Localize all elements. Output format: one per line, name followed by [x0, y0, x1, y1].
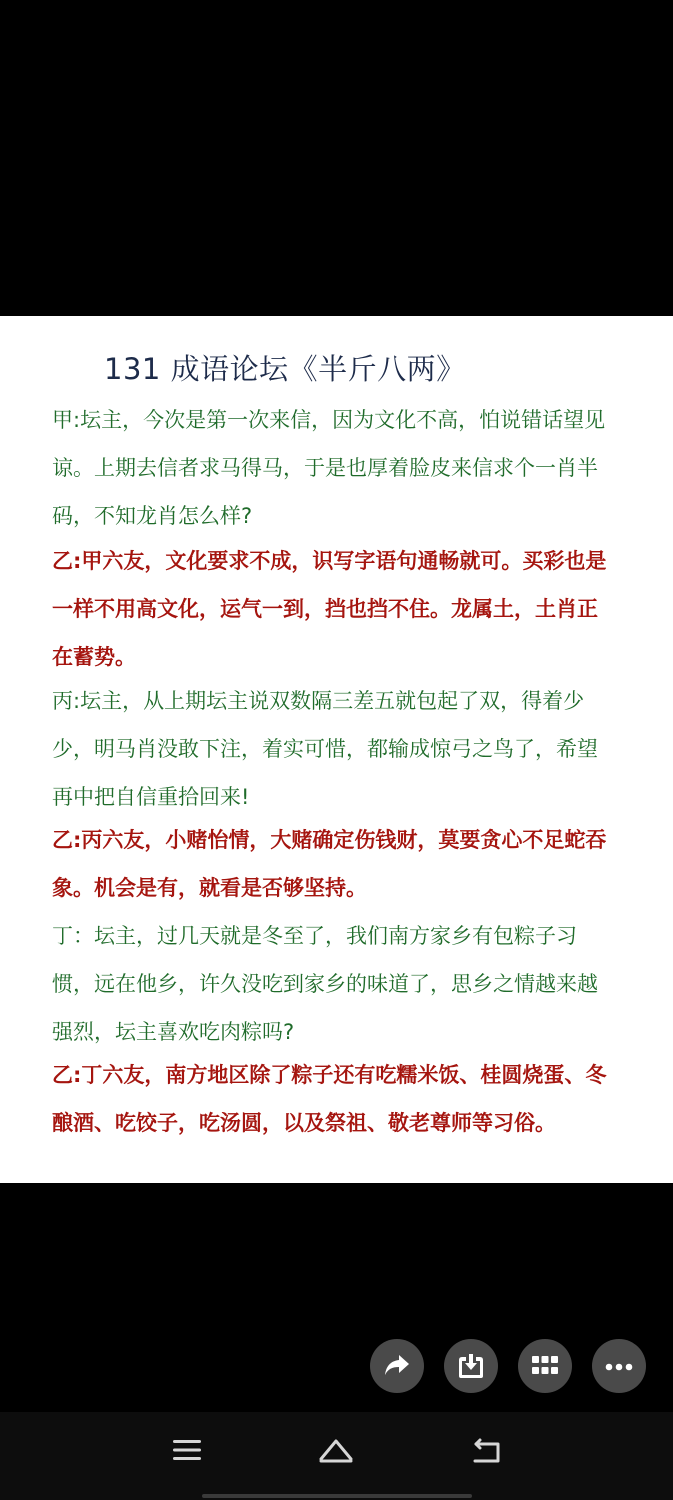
text-line: 码，不知龙肖怎么样? [52, 504, 253, 528]
share-icon [384, 1354, 410, 1379]
back-icon [471, 1436, 501, 1468]
more-icon [605, 1359, 633, 1374]
text-line: 惯，远在他乡，许久没吃到家乡的味道了，思乡之情越来越 [52, 972, 598, 996]
paragraph-yi-reply-3 [52, 1051, 632, 1147]
home-icon [318, 1437, 354, 1467]
recent-apps-button[interactable] [163, 1432, 211, 1472]
text-line: 一样不用高文化，运气一到，挡也挡不住。龙属土，土肖正 [52, 597, 598, 621]
download-icon [458, 1352, 484, 1381]
text-line: 再中把自信重拾回来! [52, 785, 250, 809]
paragraph-ding [52, 912, 632, 1056]
grid-button[interactable] [518, 1339, 572, 1393]
text-line: 乙:丙六友，小赌怡情，大赌确定伤钱财，莫要贪心不足蛇吞 [52, 828, 607, 852]
text-line: 象。机会是有，就看是否够坚持。 [52, 876, 367, 900]
text-line: 丁：坛主，过几天就是冬至了，我们南方家乡有包粽子习 [52, 924, 577, 948]
home-button[interactable] [312, 1432, 360, 1472]
home-indicator [202, 1494, 472, 1498]
share-button[interactable] [370, 1339, 424, 1393]
menu-icon [172, 1439, 202, 1465]
text-line: 谅。上期去信者求马得马，于是也厚着脸皮来信求个一肖半 [52, 456, 598, 480]
document-title: 131 成语论坛《半斤八两》 [104, 352, 466, 386]
paragraph-yi-reply-1 [52, 537, 632, 681]
text-line: 丙:坛主，从上期坛主说双数隔三差五就包起了双，得着少 [52, 689, 585, 713]
back-button[interactable] [462, 1432, 510, 1472]
paragraph-jia [52, 396, 632, 540]
text-line: 乙:甲六友，文化要求不成，识写字语句通畅就可。买彩也是 [52, 549, 607, 573]
text-line: 乙:丁六友，南方地区除了粽子还有吃糯米饭、桂圆烧蛋、冬 [52, 1063, 607, 1087]
download-button[interactable] [444, 1339, 498, 1393]
more-button[interactable] [592, 1339, 646, 1393]
text-line: 少，明马肖没敢下注，着实可惜，都输成惊弓之鸟了，希望 [52, 737, 598, 761]
paragraph-yi-reply-2 [52, 816, 632, 912]
system-navigation-bar [0, 1412, 673, 1500]
text-line: 甲:坛主，今次是第一次来信，因为文化不高，怕说错话望见 [52, 408, 606, 432]
grid-icon [531, 1355, 559, 1378]
text-line: 在蓄势。 [52, 645, 136, 669]
text-line: 酿酒、吃饺子，吃汤圆，以及祭祖、敬老尊师等习俗。 [52, 1111, 556, 1135]
paragraph-bing [52, 677, 632, 821]
text-line: 强烈，坛主喜欢吃肉粽吗? [52, 1020, 295, 1044]
